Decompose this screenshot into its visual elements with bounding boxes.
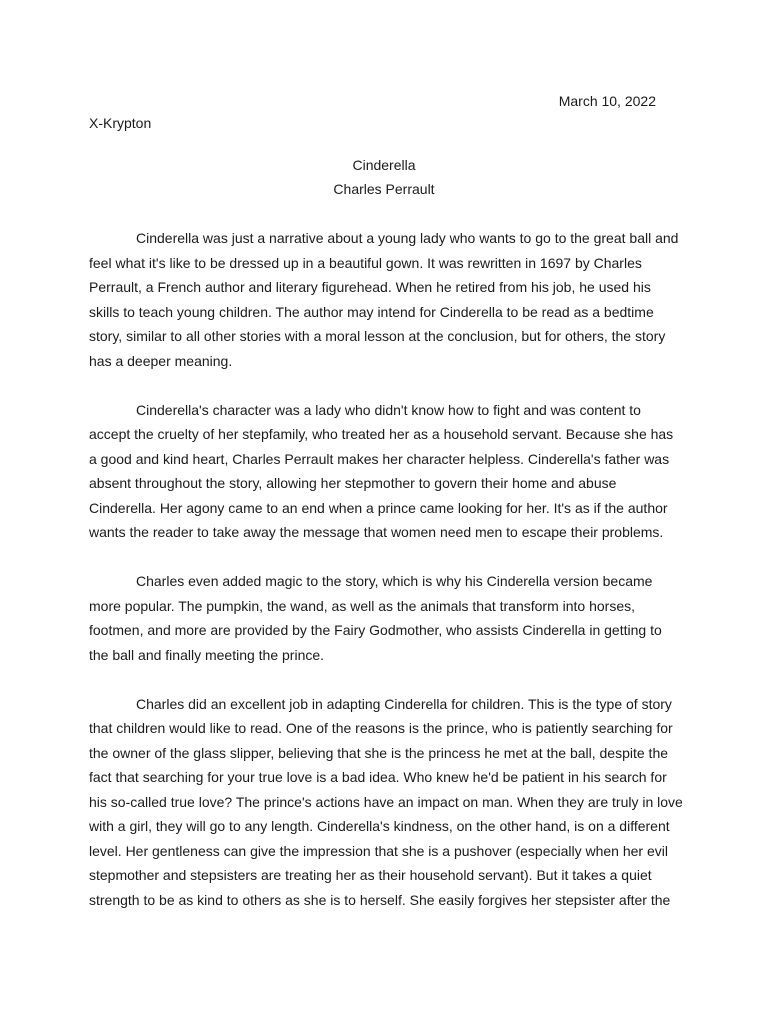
paragraph-line: stepmother and stepsisters are treating her as their household servant). But it takes a quiet [89, 867, 652, 883]
title-block [0, 153, 768, 201]
paragraph-line: absent throughout the story, allowing her stepmother to govern their home and abuse [89, 475, 617, 491]
paragraph [89, 569, 685, 667]
paragraph-line: story, similar to all other stories with a moral lesson at the conclusion, but for others, the story [89, 328, 666, 344]
document-date: March 10, 2022 [558, 93, 656, 109]
paragraph-line: strength to be as kind to others as she is to herself. She easily forgives her stepsister after the [89, 891, 671, 908]
paragraph-line: Charles even added magic to the story, which is why his Cinderella version became [136, 573, 653, 589]
document-body [89, 226, 685, 937]
paragraph-line: feel what it's like to be dressed up in a beautiful gown. It was rewritten in 1697 by Charles [89, 254, 642, 271]
paragraph-line: Perrault, a French author and literary figurehead. When he retired from his job, he used his [89, 279, 651, 295]
paragraph-line: more popular. The pumpkin, the wand, as well as the animals that transform into horses, [89, 597, 636, 614]
paragraph-line: fact that searching for your true love is a bad idea. Who knew he'd be patient in his search for [89, 769, 667, 785]
paragraph-line: Cinderella was just a narrative about a young lady who wants to go to the great ball and [136, 230, 679, 246]
paragraph-line: Charles did an excellent job in adapting Cinderella for children. This is the type of story [136, 695, 672, 712]
paragraph-line: Cinderella. Her agony came to an end when a prince came looking for her. It's as if the author [89, 499, 668, 516]
paragraph-line: a good and kind heart, Charles Perrault makes her character helpless. Cinderella's father was [89, 450, 670, 467]
paragraph-line: with a girl, they will go to any length. Cinderella's kindness, on the other hand, is on a different [89, 818, 670, 834]
paragraph [89, 226, 685, 373]
paragraph-line: skills to teach young children. The author may intend for Cinderella to be read as a bedtime [89, 303, 654, 320]
paragraph-line: that children would like to read. One of the reasons is the prince, who is patiently searching for [89, 720, 673, 736]
paragraph-line: wants the reader to take away the message that women need men to escape their problems. [89, 524, 664, 540]
paragraph-line: accept the cruelty of her stepfamily, who treated her as a household servant. Because she has [89, 426, 674, 442]
document-subtitle: Charles Perrault [333, 181, 435, 197]
paragraph-line: has a deeper meaning. [89, 352, 233, 369]
paragraph [89, 692, 685, 913]
document-author: X-Krypton [89, 115, 152, 131]
paragraph [89, 398, 685, 545]
document-title: Cinderella [352, 157, 416, 173]
paragraph-line: his so-called true love? The prince's actions have an impact on man. When they are truly in love [89, 793, 683, 810]
paragraph-line: the owner of the glass slipper, believing that she is the princess he met at the ball, despite the [89, 744, 669, 761]
paragraph-line: the ball and finally meeting the prince. [89, 646, 325, 663]
paragraph-line: level. Her gentleness can give the impression that she is a pushover (especially when her evil [89, 842, 668, 859]
paragraph-line: footmen, and more are provided by the Fairy Godmother, who assists Cinderella in getting to [89, 622, 662, 638]
paragraph-line: Cinderella's character was a lady who didn't know how to fight and was content to [136, 401, 641, 418]
